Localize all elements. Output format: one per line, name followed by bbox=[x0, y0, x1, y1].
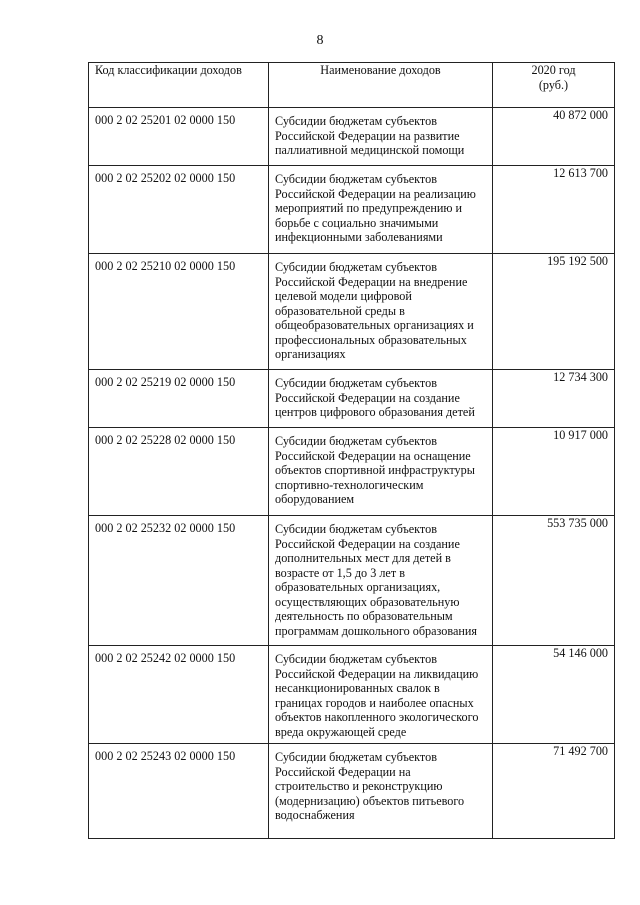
amount-cell bbox=[493, 428, 615, 516]
name-cell bbox=[269, 646, 493, 744]
table-row bbox=[89, 370, 615, 428]
amount-cell bbox=[493, 254, 615, 370]
name-cell bbox=[269, 108, 493, 166]
table-row bbox=[89, 166, 615, 254]
header-code bbox=[89, 63, 269, 108]
code-cell bbox=[89, 428, 269, 516]
amount-value: 12 734 300 bbox=[553, 370, 608, 384]
header-name bbox=[269, 63, 493, 108]
table-body bbox=[89, 108, 615, 839]
code-value: 000 2 02 25201 02 0000 150 bbox=[95, 113, 236, 127]
name-cell bbox=[269, 166, 493, 254]
name-value: Субсидии бюджетам субъектов Российской Федерации на строительство и реконструкцию (модернизацию) объектов питьевого водоснабжения bbox=[275, 750, 465, 822]
table-header bbox=[89, 63, 615, 108]
code-cell bbox=[89, 370, 269, 428]
name-value: Субсидии бюджетам субъектов Российской Федерации на внедрение целевой модели цифровой образовательной среды в общеобразовательных организациях и профессиональных образовательных организациях bbox=[275, 260, 474, 361]
amount-value: 71 492 700 bbox=[553, 744, 608, 758]
header-row bbox=[89, 63, 615, 108]
code-value: 000 2 02 25228 02 0000 150 bbox=[95, 433, 236, 447]
amount-cell bbox=[493, 744, 615, 839]
code-value: 000 2 02 25210 02 0000 150 bbox=[95, 259, 236, 273]
code-value: 000 2 02 25243 02 0000 150 bbox=[95, 749, 236, 763]
name-cell bbox=[269, 370, 493, 428]
amount-value: 195 192 500 bbox=[547, 254, 608, 268]
code-value: 000 2 02 25242 02 0000 150 bbox=[95, 651, 236, 665]
code-cell bbox=[89, 254, 269, 370]
code-cell bbox=[89, 744, 269, 839]
code-value: 000 2 02 25202 02 0000 150 bbox=[95, 171, 236, 185]
amount-cell bbox=[493, 108, 615, 166]
name-value: Субсидии бюджетам субъектов Российской Федерации на оснащение объектов спортивной инфраструктуры спортивно-технологическим оборудованием bbox=[275, 434, 475, 506]
table-row bbox=[89, 428, 615, 516]
revenue-table bbox=[88, 62, 615, 839]
code-cell bbox=[89, 516, 269, 646]
name-value: Субсидии бюджетам субъектов Российской Федерации на реализацию мероприятий по предупреждению и борьбе с социально значимыми инфекционными заболеваниями bbox=[275, 172, 476, 244]
amount-cell bbox=[493, 166, 615, 254]
header-amount bbox=[493, 63, 615, 108]
amount-cell bbox=[493, 516, 615, 646]
name-cell bbox=[269, 428, 493, 516]
header-amount-label: 2020 год (руб.) bbox=[531, 63, 576, 92]
name-value: Субсидии бюджетам субъектов Российской Федерации на ликвидацию несанкционированных свалок в границах городов и наиболее опасных объектов накопленного экологического вреда окружающей среде bbox=[275, 652, 479, 739]
code-cell bbox=[89, 166, 269, 254]
name-value: Субсидии бюджетам субъектов Российской Федерации на создание центров цифрового образования детей bbox=[275, 376, 475, 419]
header-name-label: Наименование доходов bbox=[320, 63, 441, 77]
table-row bbox=[89, 744, 615, 839]
name-cell bbox=[269, 516, 493, 646]
name-value: Субсидии бюджетам субъектов Российской Федерации на развитие паллиативной медицинской помощи bbox=[275, 114, 465, 157]
amount-cell bbox=[493, 646, 615, 744]
amount-value: 10 917 000 bbox=[553, 428, 608, 442]
amount-value: 54 146 000 bbox=[553, 646, 608, 660]
amount-value: 12 613 700 bbox=[553, 166, 608, 180]
amount-cell bbox=[493, 370, 615, 428]
page-number: 8 bbox=[316, 33, 324, 48]
header-code-label: Код классификации доходов bbox=[95, 63, 242, 77]
amount-value: 40 872 000 bbox=[553, 108, 608, 122]
code-value: 000 2 02 25232 02 0000 150 bbox=[95, 521, 236, 535]
code-cell bbox=[89, 108, 269, 166]
code-value: 000 2 02 25219 02 0000 150 bbox=[95, 375, 236, 389]
table-row bbox=[89, 254, 615, 370]
code-cell bbox=[89, 646, 269, 744]
table-row bbox=[89, 516, 615, 646]
name-cell bbox=[269, 744, 493, 839]
amount-value: 553 735 000 bbox=[547, 516, 608, 530]
table-row bbox=[89, 108, 615, 166]
table-row bbox=[89, 646, 615, 744]
name-cell bbox=[269, 254, 493, 370]
name-value: Субсидии бюджетам субъектов Российской Федерации на создание дополнительных мест для детей в возрасте от 1,5 до 3 лет в образовательных организациях, осуществляющих образовательную деятельность по образовательным программам дошкольного образования bbox=[275, 522, 478, 638]
